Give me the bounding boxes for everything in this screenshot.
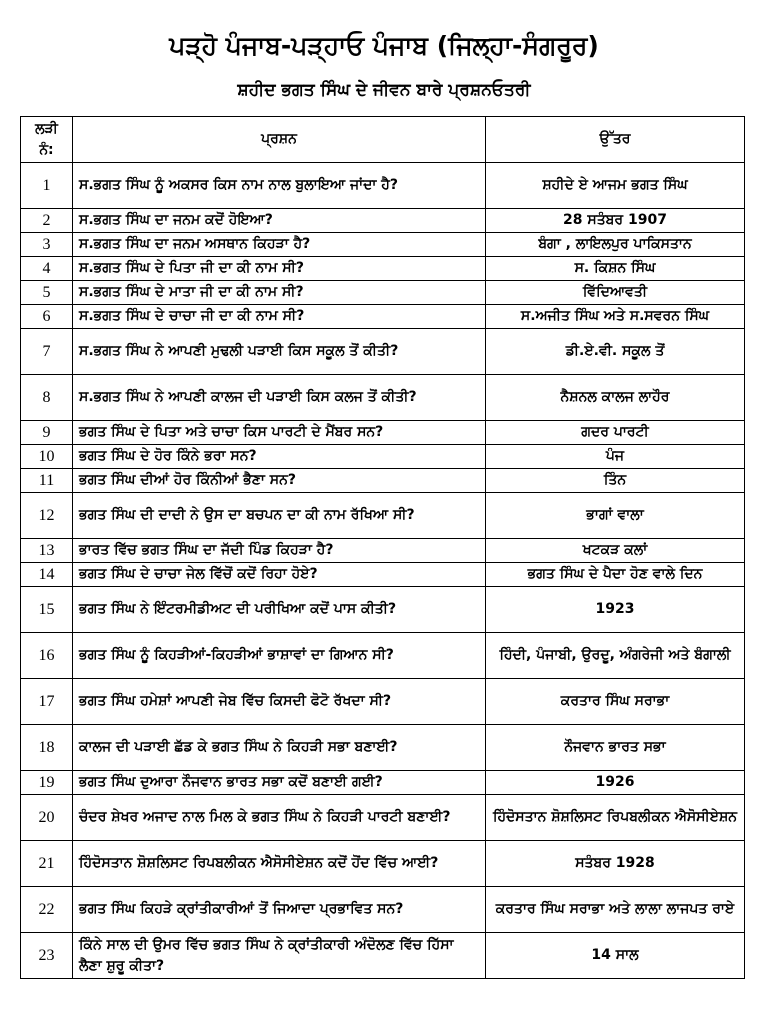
answer-cell: 28 ਸਤੰਬਰ 1907 [486,209,745,233]
answer-cell: ਸ.ਅਜੀਤ ਸਿੰਘ ਅਤੇ ਸ.ਸਵਰਨ ਸਿੰਘ [486,305,745,329]
table-row [21,421,745,445]
row-number: 4 [21,257,73,281]
answer-cell: ਡੀ.ਏ.ਵੀ. ਸਕੂਲ ਤੋਂ [486,329,745,375]
answer-cell: ਬੰਗਾ , ਲਾਇਲਪੁਰ ਪਾਕਿਸਤਾਨ [486,233,745,257]
table-row [21,679,745,725]
row-number: 13 [21,539,73,563]
table-header-row [21,117,745,163]
answer-cell: ਸ਼ਹੀਦੇ ਏ ਆਜਮ ਭਗਤ ਸਿੰਘ [486,163,745,209]
answer-cell: ਸ. ਕਿਸ਼ਨ ਸਿੰਘ [486,257,745,281]
table-row [21,445,745,469]
row-number: 11 [21,469,73,493]
question-cell: ਚੰਦਰ ਸ਼ੇਖਰ ਅਜਾਦ ਨਾਲ ਮਿਲ ਕੇ ਭਗਤ ਸਿੰਘ ਨੇ ਕਿਹੜੀ ਪਾਰਟੀ ਬਣਾਈ? [73,795,486,841]
answer-cell: ਵਿੱਦਿਆਵਤੀ [486,281,745,305]
table-row [21,469,745,493]
row-number: 10 [21,445,73,469]
answer-cell: ਖਟਕੜ ਕਲਾਂ [486,539,745,563]
table-row [21,233,745,257]
table-row [21,375,745,421]
question-cell: ਭਗਤ ਸਿੰਘ ਹਮੇਸ਼ਾਂ ਆਪਣੀ ਜੇਬ ਵਿੱਚ ਕਿਸਦੀ ਫੋਟੋ ਰੱਖਦਾ ਸੀ? [73,679,486,725]
question-cell: ਸ.ਭਗਤ ਸਿੰਘ ਨੇ ਆਪਣੀ ਮੁਢਲੀ ਪੜਾਈ ਕਿਸ ਸਕੂਲ ਤੋਂ ਕੀਤੀ? [73,329,486,375]
table-row [21,493,745,539]
question-cell: ਭਗਤ ਸਿੰਘ ਦੀਆਂ ਹੋਰ ਕਿੰਨੀਆਂ ਭੈਣਾ ਸਨ? [73,469,486,493]
question-cell: ਸ.ਭਗਤ ਸਿੰਘ ਦੇ ਪਿਤਾ ਜੀ ਦਾ ਕੀ ਨਾਮ ਸੀ? [73,257,486,281]
table-row [21,725,745,771]
answer-cell: ਕਰਤਾਰ ਸਿੰਘ ਸਰਾਭਾ [486,679,745,725]
question-cell: ਭਗਤ ਸਿੰਘ ਨੂੰ ਕਿਹੜੀਆਂ-ਕਿਹੜੀਆਂ ਭਾਸ਼ਾਵਾਂ ਦਾ ਗਿਆਨ ਸੀ? [73,633,486,679]
column-header-serial: ਲੜੀ ਨੰ: [21,117,73,163]
answer-cell: ਭਾਗਾਂ ਵਾਲਾ [486,493,745,539]
table-row [21,563,745,587]
column-header-question: ਪ੍ਰਸ਼ਨ [73,117,486,163]
table-row [21,329,745,375]
row-number: 20 [21,795,73,841]
row-number: 22 [21,887,73,933]
row-number: 23 [21,933,73,979]
row-number: 17 [21,679,73,725]
row-number: 1 [21,163,73,209]
row-number: 19 [21,771,73,795]
answer-cell: ਭਗਤ ਸਿੰਘ ਦੇ ਪੈਦਾ ਹੋਣ ਵਾਲੇ ਦਿਨ [486,563,745,587]
question-cell: ਸ.ਭਗਤ ਸਿੰਘ ਨੇ ਆਪਣੀ ਕਾਲਜ ਦੀ ਪੜਾਈ ਕਿਸ ਕਲਜ ਤੋਂ ਕੀਤੀ? [73,375,486,421]
table-row [21,771,745,795]
row-number: 12 [21,493,73,539]
question-cell: ਭਗਤ ਸਿੰਘ ਦੇ ਹੋਰ ਕਿੰਨੇ ਭਰਾ ਸਨ? [73,445,486,469]
question-cell: ਭਾਰਤ ਵਿੱਚ ਭਗਤ ਸਿੰਘ ਦਾ ਜੱਦੀ ਪਿੰਡ ਕਿਹੜਾ ਹੈ? [73,539,486,563]
question-cell: ਭਗਤ ਸਿੰਘ ਦੇ ਪਿਤਾ ਅਤੇ ਚਾਚਾ ਕਿਸ ਪਾਰਟੀ ਦੇ ਮੈਂਬਰ ਸਨ? [73,421,486,445]
row-number: 8 [21,375,73,421]
question-cell: ਭਗਤ ਸਿੰਘ ਨੇ ਇੰਟਰਮੀਡੀਅਟ ਦੀ ਪਰੀਖਿਆ ਕਦੋਂ ਪਾਸ ਕੀਤੀ? [73,587,486,633]
answer-cell: ਨੈਸ਼ਨਲ ਕਾਲਜ ਲਾਹੌਰ [486,375,745,421]
row-number: 6 [21,305,73,329]
question-cell: ਹਿੰਦੋਸਤਾਨ ਸ਼ੋਸ਼ਲਿਸਟ ਰਿਪਬਲੀਕਨ ਐਸੋਸੀਏਸ਼ਨ ਕਦੋਂ ਹੋਂਦ ਵਿੱਚ ਆਈ? [73,841,486,887]
answer-cell: ਹਿੰਦੀ, ਪੰਜਾਬੀ, ਉਰਦੂ, ਅੰਗਰੇਜੀ ਅਤੇ ਬੰਗਾਲੀ [486,633,745,679]
row-number: 7 [21,329,73,375]
question-cell: ਕਿੰਨੇ ਸਾਲ ਦੀ ਉਮਰ ਵਿੱਚ ਭਗਤ ਸਿੰਘ ਨੇ ਕ੍ਰਾਂਤੀਕਾਰੀ ਅੰਦੋਲਣ ਵਿੱਚ ਹਿੱਸਾ ਲੈਣਾ ਸ਼ੁਰੂ ਕੀਤਾ? [73,933,486,979]
question-cell: ਸ.ਭਗਤ ਸਿੰਘ ਦੇ ਮਾਤਾ ਜੀ ਦਾ ਕੀ ਨਾਮ ਸੀ? [73,281,486,305]
answer-cell: ਤਿੰਨ [486,469,745,493]
table-row [21,587,745,633]
question-cell: ਸ.ਭਗਤ ਸਿੰਘ ਨੂੰ ਅਕਸਰ ਕਿਸ ਨਾਮ ਨਾਲ ਬੁਲਾਇਆ ਜਾਂਦਾ ਹੈ? [73,163,486,209]
row-number: 2 [21,209,73,233]
answer-cell: ਕਰਤਾਰ ਸਿੰਘ ਸਰਾਭਾ ਅਤੇ ਲਾਲਾ ਲਾਜਪਤ ਰਾਏ [486,887,745,933]
table-row [21,305,745,329]
table-row [21,539,745,563]
answer-cell: ਸਤੰਬਰ 1928 [486,841,745,887]
question-cell: ਭਗਤ ਸਿੰਘ ਦੁਆਰਾ ਨੌਜਵਾਨ ਭਾਰਤ ਸਭਾ ਕਦੋਂ ਬਣਾਈ ਗਈ? [73,771,486,795]
table-row [21,633,745,679]
answer-cell: 14 ਸਾਲ [486,933,745,979]
answer-cell: ਪੰਜ [486,445,745,469]
table-row [21,257,745,281]
answer-cell: 1923 [486,587,745,633]
row-number: 9 [21,421,73,445]
question-cell: ਸ.ਭਗਤ ਸਿੰਘ ਦੇ ਚਾਚਾ ਜੀ ਦਾ ਕੀ ਨਾਮ ਸੀ? [73,305,486,329]
table-row [21,841,745,887]
row-number: 14 [21,563,73,587]
row-number: 21 [21,841,73,887]
answer-cell: 1926 [486,771,745,795]
qa-table [20,116,745,979]
row-number: 5 [21,281,73,305]
question-cell: ਸ.ਭਗਤ ਸਿੰਘ ਦਾ ਜਨਮ ਅਸਥਾਨ ਕਿਹੜਾ ਹੈ? [73,233,486,257]
table-row [21,281,745,305]
table-row [21,795,745,841]
table-body [21,163,745,979]
question-cell: ਭਗਤ ਸਿੰਘ ਕਿਹੜੇ ਕ੍ਰਾਂਤੀਕਾਰੀਆਂ ਤੋਂ ਜਿਆਦਾ ਪ੍ਰਭਾਵਿਤ ਸਨ? [73,887,486,933]
page-subtitle: ਸ਼ਹੀਦ ਭਗਤ ਸਿੰਘ ਦੇ ਜੀਵਨ ਬਾਰੇ ਪ੍ਰਸ਼ਨਓਤਰੀ [237,80,531,100]
row-number: 15 [21,587,73,633]
row-number: 16 [21,633,73,679]
question-cell: ਕਾਲਜ ਦੀ ਪੜਾਈ ਛੱਡ ਕੇ ਭਗਤ ਸਿੰਘ ਨੇ ਕਿਹੜੀ ਸਭਾ ਬਣਾਈ? [73,725,486,771]
answer-cell: ਨੌਜਵਾਨ ਭਾਰਤ ਸਭਾ [486,725,745,771]
table-row [21,209,745,233]
question-cell: ਭਗਤ ਸਿੰਘ ਦੇ ਚਾਚਾ ਜੇਲ ਵਿੱਚੋਂ ਕਦੋਂ ਰਿਹਾ ਹੋਏ? [73,563,486,587]
table-row [21,933,745,979]
row-number: 3 [21,233,73,257]
answer-cell: ਗਦਰ ਪਾਰਟੀ [486,421,745,445]
table-row [21,887,745,933]
table-row [21,163,745,209]
row-number: 18 [21,725,73,771]
question-cell: ਭਗਤ ਸਿੰਘ ਦੀ ਦਾਦੀ ਨੇ ਉਸ ਦਾ ਬਚਪਨ ਦਾ ਕੀ ਨਾਮ ਰੱਖਿਆ ਸੀ? [73,493,486,539]
column-header-answer: ਉੱਤਰ [486,117,745,163]
page-title: ਪੜ੍ਹੋ ਪੰਜਾਬ-ਪੜ੍ਹਾਓ ਪੰਜਾਬ (ਜਿਲ੍ਹਾ-ਸੰਗਰੂਰ) [169,31,599,60]
answer-cell: ਹਿੰਦੋਸਤਾਨ ਸ਼ੋਸ਼ਲਿਸਟ ਰਿਪਬਲੀਕਨ ਐਸੋਸੀਏਸ਼ਨ [486,795,745,841]
question-cell: ਸ.ਭਗਤ ਸਿੰਘ ਦਾ ਜਨਮ ਕਦੋਂ ਹੋਇਆ? [73,209,486,233]
